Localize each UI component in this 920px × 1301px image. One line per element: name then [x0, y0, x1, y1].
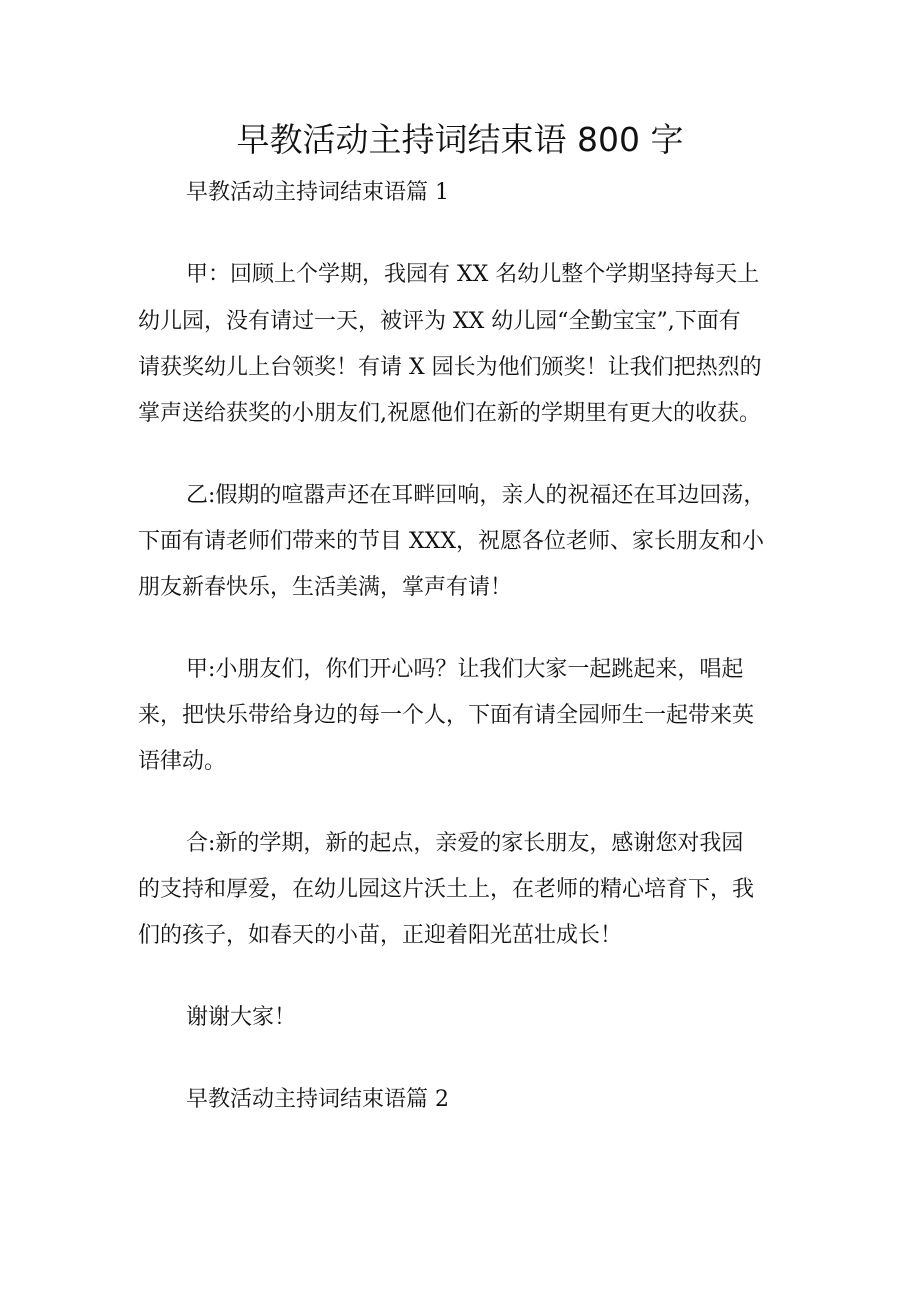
paragraph-line: 请获奖幼儿上台领奖！有请 X 园长为他们颁奖！让我们把热烈的 — [138, 355, 762, 380]
section-heading-2: 早教活动主持词结束语篇 2 — [186, 1087, 449, 1112]
paragraph-line: 朋友新春快乐，生活美满，掌声有请！ — [138, 575, 513, 600]
paragraph-line: 幼儿园，没有请过一天，被评为 XX 幼儿园“全勤宝宝”,下面有 — [138, 309, 741, 334]
paragraph-line: 的支持和厚爱，在幼儿园这片沃土上，在老师的精心培育下，我 — [138, 877, 755, 902]
paragraph-line: 乙:假期的喧嚣声还在耳畔回响，亲人的祝福还在耳边回荡， — [186, 483, 766, 508]
paragraph-line: 们的孩子，如春天的小苗，正迎着阳光茁壮成长！ — [138, 923, 623, 948]
closing-line: 谢谢大家！ — [186, 1005, 297, 1030]
paragraph-line: 甲:小朋友们，你们开心吗？让我们大家一起跳起来，唱起 — [186, 657, 744, 682]
section-heading-1: 早教活动主持词结束语篇 1 — [186, 180, 449, 205]
page-title: 早教活动主持词结束语 800 字 — [236, 120, 684, 159]
paragraph-line: 掌声送给获奖的小朋友们,祝愿他们在新的学期里有更大的收获。 — [138, 401, 761, 426]
paragraph-line: 下面有请老师们带来的节目 XXX，祝愿各位老师、家长朋友和小 — [138, 529, 764, 554]
paragraph-line: 合:新的学期，新的起点，亲爱的家长朋友，感谢您对我园 — [186, 831, 744, 856]
paragraph-line: 来，把快乐带给身边的每一个人，下面有请全园师生一起带来英 — [138, 703, 755, 728]
paragraph-line: 语律动。 — [138, 749, 227, 774]
paragraph-line: 甲：回顾上个学期，我园有 XX 名幼儿整个学期坚持每天上 — [186, 262, 760, 287]
